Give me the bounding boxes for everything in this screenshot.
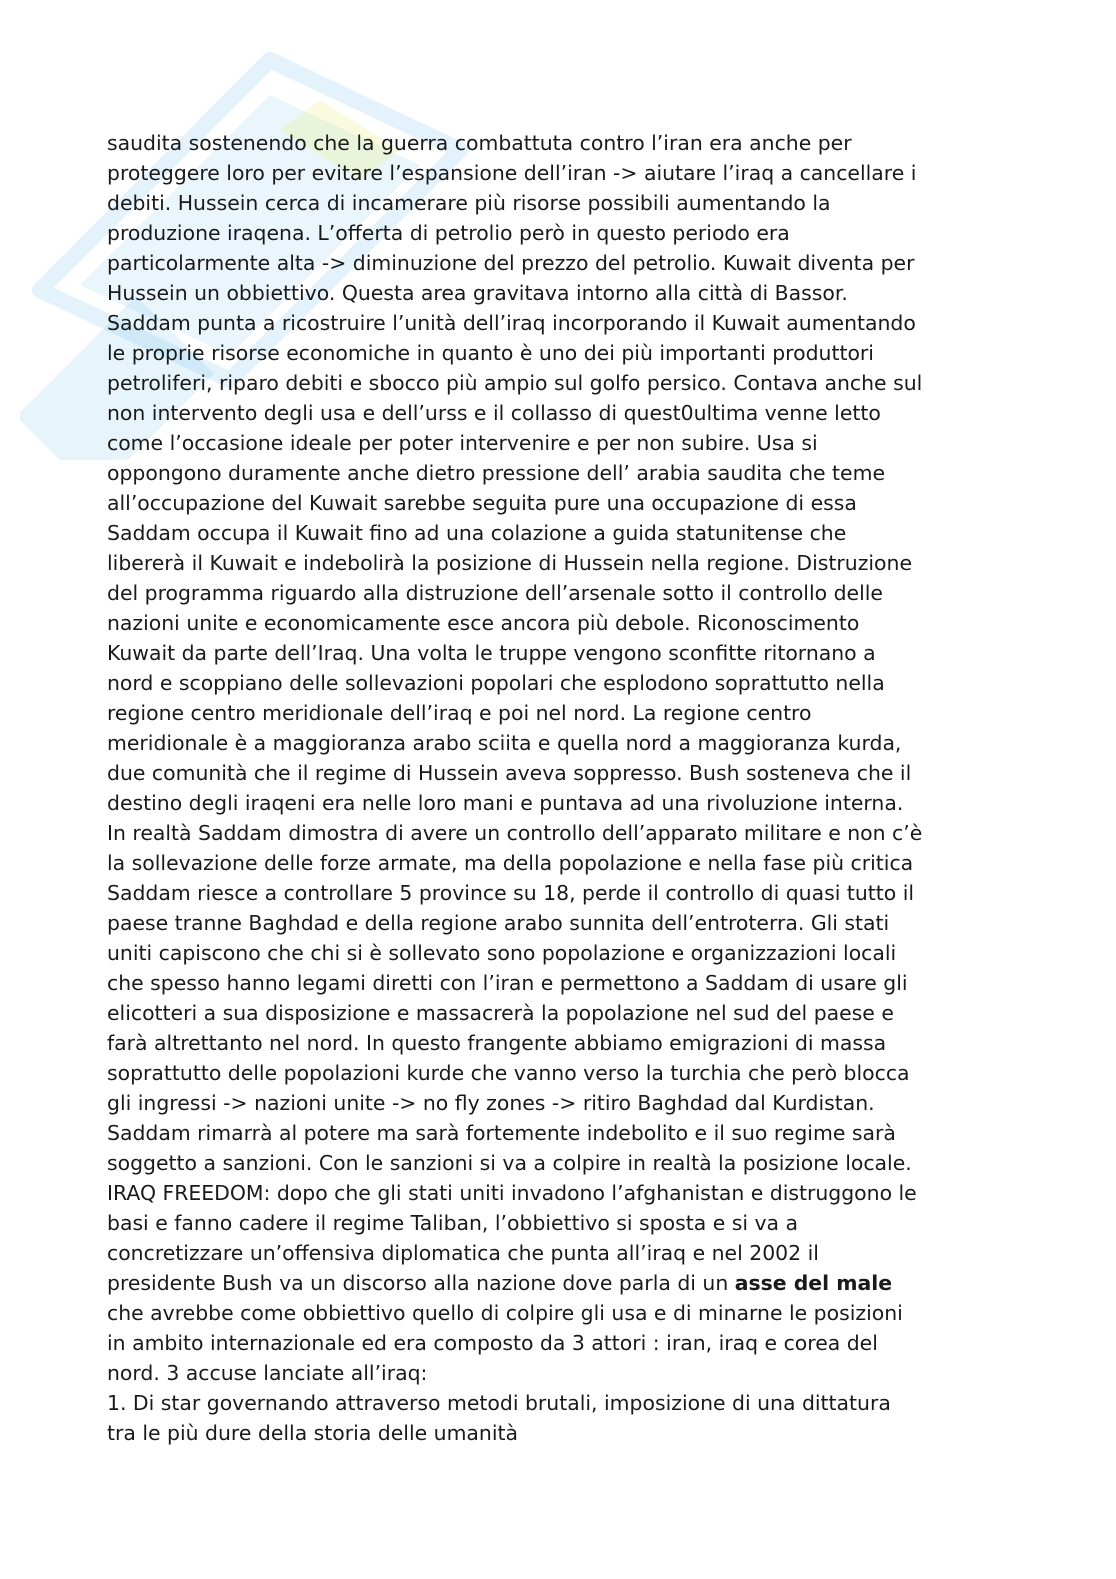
text-line: concretizzare un’offensiva diplomatica che punta all’iraq e nel 2002 il — [107, 1241, 819, 1265]
text-line: tra le più dure della storia delle umanità — [107, 1421, 519, 1445]
text-line: in ambito internazionale ed era composto da 3 attori : iran, iraq e corea del — [107, 1331, 878, 1355]
text-line: come l’occasione ideale per poter intervenire e per non subire. Usa si — [107, 431, 818, 455]
text-line: libererà il Kuwait e indebolirà la posizione di Hussein nella regione. Distruzione — [107, 551, 913, 575]
text-line-with-bold — [107, 1268, 1007, 1298]
text-line: che spesso hanno legami diretti con l’iran e permettono a Saddam di usare gli — [107, 971, 908, 995]
text-line: regione centro meridionale dell’iraq e poi nel nord. La regione centro — [107, 701, 812, 725]
text-line: debiti. Hussein cerca di incamerare più risorse possibili aumentando la — [107, 191, 831, 215]
text-line: saudita sostenendo che la guerra combattuta contro l’iran era anche per — [107, 131, 852, 155]
text-line: soprattutto delle popolazioni kurde che vanno verso la turchia che però blocca — [107, 1061, 910, 1085]
text-line: due comunità che il regime di Hussein aveva soppresso. Bush sosteneva che il — [107, 761, 912, 785]
text-line: Saddam occupa il Kuwait fino ad una colazione a guida statunitense che — [107, 521, 847, 545]
text-line: elicotteri a sua disposizione e massacrerà la popolazione nel sud del paese e — [107, 1001, 894, 1025]
text-line: Kuwait da parte dell’Iraq. Una volta le truppe vengono sconfitte ritornano a — [107, 641, 876, 665]
text-line: che avrebbe come obbiettivo quello di colpire gli usa e di minarne le posizioni — [107, 1301, 903, 1325]
text-line: gli ingressi -> nazioni unite -> no fly zones -> ritiro Baghdad dal Kurdistan. — [107, 1091, 875, 1115]
text-line: IRAQ FREEDOM: dopo che gli stati uniti invadono l’afghanistan e distruggono le — [107, 1181, 917, 1205]
text-line: nord. 3 accuse lanciate all’iraq: — [107, 1361, 428, 1385]
text-line: oppongono duramente anche dietro pressione dell’ arabia saudita che teme — [107, 461, 886, 485]
text-line: petroliferi, riparo debiti e sbocco più ampio sul golfo persico. Contava anche sul — [107, 371, 923, 395]
text-line: proteggere loro per evitare l’espansione dell’iran -> aiutare l’iraq a cancellare i — [107, 161, 917, 185]
text-line: basi e fanno cadere il regime Taliban, l’obbiettivo si sposta e si va a — [107, 1211, 799, 1235]
text-line: del programma riguardo alla distruzione dell’arsenale sotto il controllo delle — [107, 581, 883, 605]
text-line: meridionale è a maggioranza arabo sciita e quella nord a maggioranza kurda, — [107, 731, 902, 755]
text-line: non intervento degli usa e dell’urss e il collasso di quest0ultima venne letto — [107, 401, 881, 425]
text-line: Hussein un obbiettivo. Questa area gravitava intorno alla città di Bassor. — [107, 281, 848, 305]
text-line: farà altrettanto nel nord. In questo frangente abbiamo emigrazioni di massa — [107, 1031, 887, 1055]
text-line: paese tranne Baghdad e della regione arabo sunnita dell’entroterra. Gli stati — [107, 911, 890, 935]
bold-term: asse del male — [734, 1271, 893, 1295]
text-line: particolarmente alta -> diminuzione del prezzo del petrolio. Kuwait diventa per — [107, 251, 915, 275]
text-line: nazioni unite e economicamente esce ancora più debole. Riconoscimento — [107, 611, 860, 635]
document-body — [107, 128, 1007, 1448]
text-line: produzione iraqena. L’offerta di petrolio però in questo periodo era — [107, 221, 790, 245]
text-line: le proprie risorse economiche in quanto è uno dei più importanti produttori — [107, 341, 874, 365]
text-line: la sollevazione delle forze armate, ma della popolazione e nella fase più critica — [107, 851, 914, 875]
text-span: presidente Bush va un discorso alla nazione dove parla di un — [107, 1271, 735, 1295]
text-line: Saddam rimarrà al potere ma sarà fortemente indebolito e il suo regime sarà — [107, 1121, 896, 1145]
text-line: Saddam riesce a controllare 5 province su 18, perde il controllo di quasi tutto il — [107, 881, 915, 905]
list-item-1: 1. Di star governando attraverso metodi brutali, imposizione di una dittatura — [107, 1391, 891, 1415]
text-line: In realtà Saddam dimostra di avere un controllo dell’apparato militare e non c’è — [107, 821, 923, 845]
text-line: soggetto a sanzioni. Con le sanzioni si va a colpire in realtà la posizione locale. — [107, 1151, 912, 1175]
text-line: all’occupazione del Kuwait sarebbe seguita pure una occupazione di essa — [107, 491, 857, 515]
text-line: nord e scoppiano delle sollevazioni popolari che esplodono soprattutto nella — [107, 671, 885, 695]
text-line: uniti capiscono che chi si è sollevato sono popolazione e organizzazioni locali — [107, 941, 897, 965]
text-line: Saddam punta a ricostruire l’unità dell’iraq incorporando il Kuwait aumentando — [107, 311, 916, 335]
text-line: destino degli iraqeni era nelle loro mani e puntava ad una rivoluzione interna. — [107, 791, 904, 815]
